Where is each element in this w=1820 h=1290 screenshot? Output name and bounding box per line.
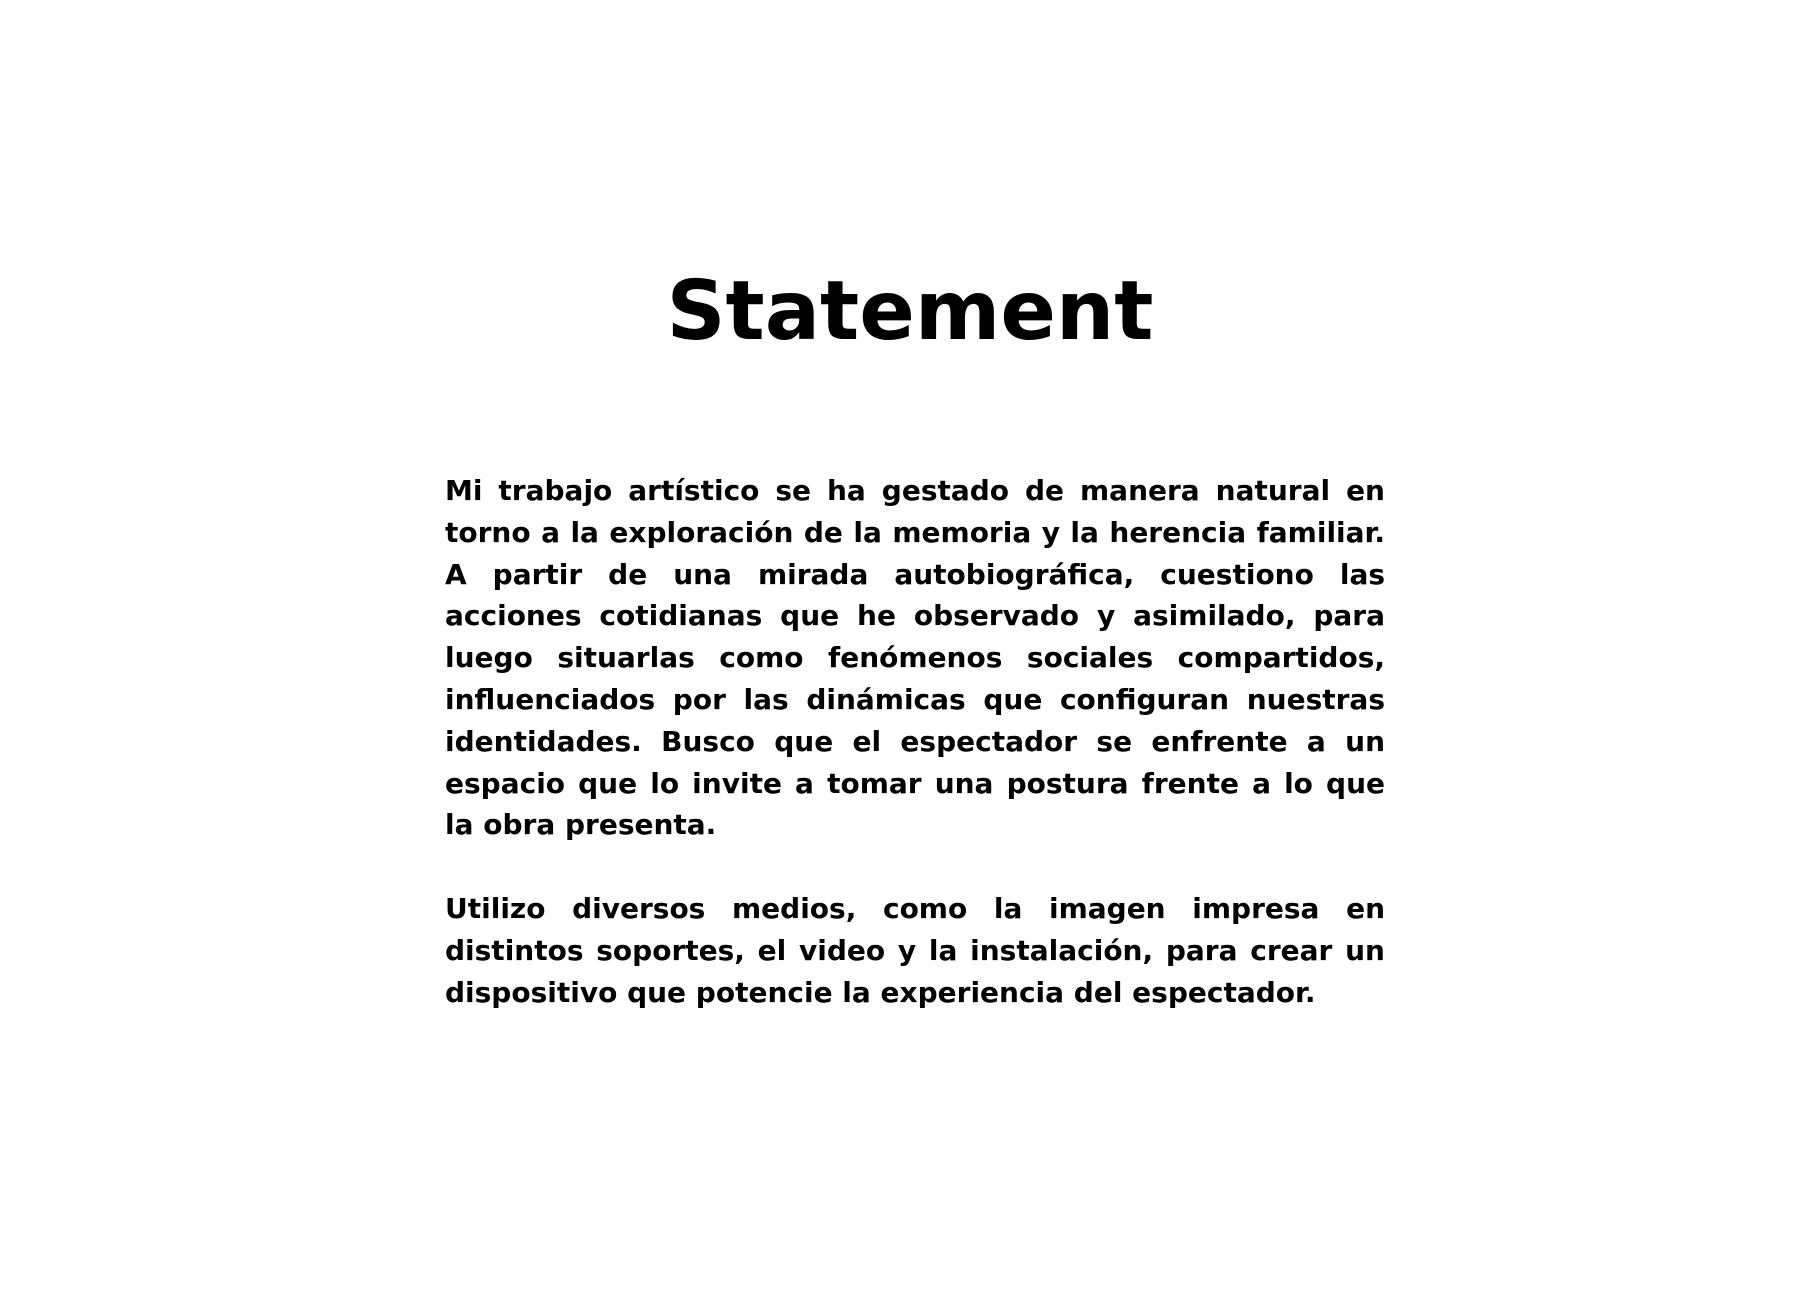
statement-paragraph-2: Utilizo diversos medios, como la imagen impresa en distintos soportes, el video y la instalación, para crear un dispositivo que potencie la experiencia del espectador.	[445, 892, 1385, 1009]
statement-body	[445, 470, 1385, 1014]
page-title: Statement	[666, 264, 1154, 359]
statement-paragraph-1: Mi trabajo artístico se ha gestado de manera natural en torno a la exploración de la memoria y la herencia familiar. A partir de una mirada autobiográfica, cuestiono las acciones cotidianas que he observado y asimilado, para luego situarlas como fenómenos sociales compartidos, influenciados por las dinámicas que configuran nuestras identidades. Busco que el espectador se enfrente a un espacio que lo invite a tomar una postura frente a lo que la obra presenta.	[445, 474, 1385, 842]
